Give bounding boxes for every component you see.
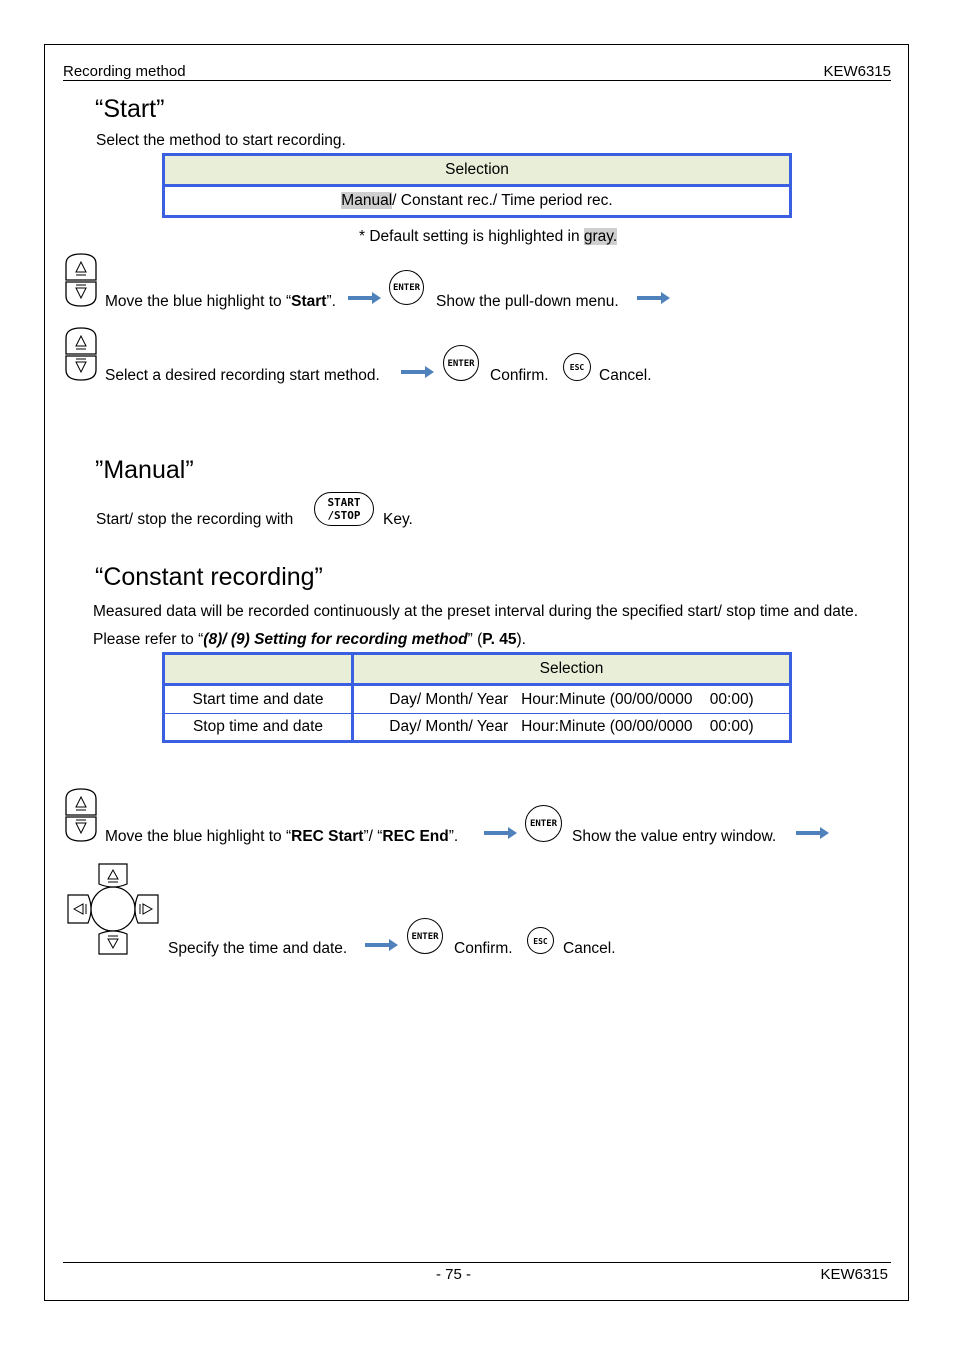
up-down-keys-icon[interactable] xyxy=(64,252,98,308)
arrow-right-icon xyxy=(348,291,382,305)
constant-line2: Please refer to “(8)/ (9) Setting for recording method” (P. 45). xyxy=(93,631,526,648)
four-way-keypad-icon[interactable] xyxy=(66,862,160,956)
start-step2-text: Select a desired recording start method. xyxy=(105,367,380,384)
default-note: * Default setting is highlighted in gray. xyxy=(359,228,618,245)
header-model: KEW6315 xyxy=(823,63,891,80)
arrow-right-icon xyxy=(401,365,435,379)
constant-step1-after: Show the value entry window. xyxy=(572,828,777,845)
enter-key-icon[interactable]: ENTER xyxy=(389,270,424,305)
constant-title: “Constant recording” xyxy=(95,563,323,591)
up-down-keys-icon[interactable] xyxy=(64,787,98,843)
start-table-header: Selection xyxy=(164,155,791,186)
table-row xyxy=(164,714,791,742)
start-option-rest: / Constant rec./ Time period rec. xyxy=(392,192,613,209)
enter-key-icon[interactable]: ENTER xyxy=(443,345,479,381)
footer-page-number: - 75 - xyxy=(436,1266,472,1283)
header-section: Recording method xyxy=(63,63,186,80)
row-value: Day/ Month/ Year Hour:Minute (00/00/0000 00:00) xyxy=(389,718,754,735)
start-selection-table xyxy=(162,153,792,218)
constant-confirm: Confirm. xyxy=(454,940,513,957)
start-title: “Start” xyxy=(95,95,165,123)
arrow-right-icon xyxy=(796,826,830,840)
constant-step2-text: Specify the time and date. xyxy=(168,940,348,957)
esc-key-icon[interactable]: ESC xyxy=(527,927,554,954)
up-down-keys-icon[interactable] xyxy=(64,326,98,382)
esc-key-icon[interactable]: ESC xyxy=(563,353,591,381)
constant-table-header: Selection xyxy=(353,654,791,685)
start-step1-text: Move the blue highlight to “Start”. xyxy=(105,293,336,310)
row-value: Day/ Month/ Year Hour:Minute (00/00/0000 00:00) xyxy=(353,685,791,714)
row-label: Start time and date xyxy=(164,685,353,714)
default-note-gray: gray. xyxy=(583,228,618,245)
enter-key-icon[interactable]: ENTER xyxy=(407,918,443,954)
start-intro: Select the method to start recording. xyxy=(96,132,346,149)
footer-model: KEW6315 xyxy=(820,1266,888,1283)
arrow-right-icon xyxy=(365,938,399,952)
manual-title: ”Manual” xyxy=(95,456,194,484)
start-stop-key-icon[interactable]: START /STOP xyxy=(314,492,374,526)
start-step1-after: Show the pull-down menu. xyxy=(436,293,619,310)
constant-table-corner xyxy=(164,654,353,685)
table-row xyxy=(164,685,791,714)
constant-step1-text: Move the blue highlight to “REC Start”/ “REC End”. xyxy=(105,828,459,845)
arrow-right-icon xyxy=(484,826,518,840)
row-label: Stop time and date xyxy=(164,714,353,742)
enter-key-icon[interactable]: ENTER xyxy=(525,805,562,842)
constant-selection-table xyxy=(162,652,792,743)
footer-rule xyxy=(63,1262,891,1263)
manual-text-post: Key. xyxy=(383,511,413,528)
constant-line1: Measured data will be recorded continuously at the preset interval during the specified start/ stop time and date. xyxy=(93,603,859,620)
arrow-right-icon xyxy=(637,291,671,305)
start-option-default: Manual xyxy=(341,192,393,209)
constant-cancel: Cancel. xyxy=(563,940,616,957)
manual-text-pre: Start/ stop the recording with xyxy=(96,511,294,528)
start-options-cell xyxy=(164,186,791,217)
start-confirm: Confirm. xyxy=(490,367,549,384)
reference-link[interactable]: (8)/ (9) Setting for recording method xyxy=(203,631,468,648)
header-rule xyxy=(63,80,891,81)
start-cancel: Cancel. xyxy=(599,367,652,384)
